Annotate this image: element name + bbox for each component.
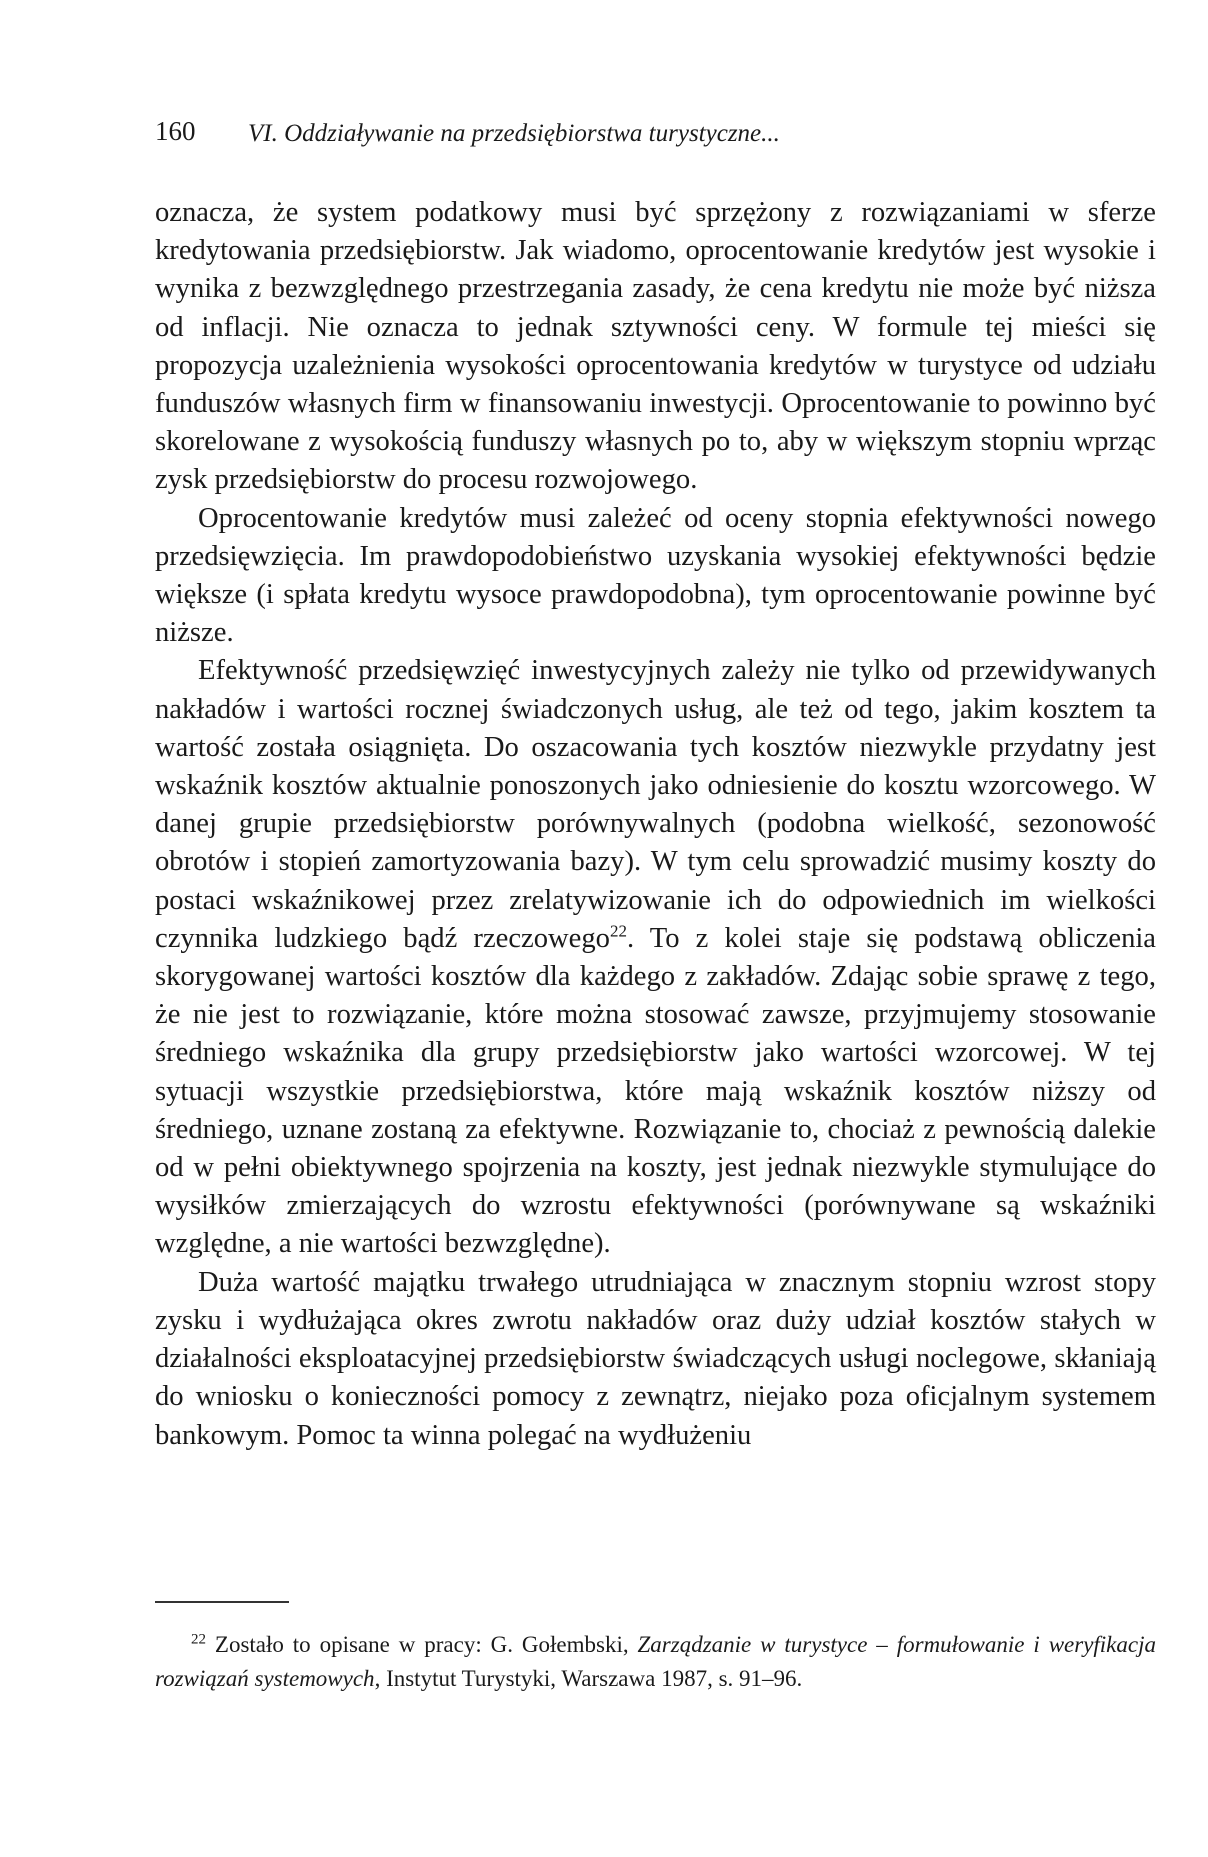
paragraph-3 [155,652,1156,1263]
footnote-number: 22 [191,1631,206,1648]
body-text [155,194,1156,1455]
paragraph-3-text-b: . To z kolei staje się podstawą obliczenia skorygowanej wartości kosztów dla każdego z zakładów. Zdając sobie sprawę z tego, że nie jest to rozwiązanie, które można stosować zawsze, przyjmujemy stosowanie średniego wskaźnika dla grupy przedsiębiorstw jako wartości wzorcowej. W tej sytuacji wszystkie przedsiębiorstwa, które mają wskaźnik kosztów niższy od średniego, uznane zostaną za efektywne. Rozwiązanie to, chociaż z pewnością dalekie od w pełni obiektywnego spojrzenia na koszty, jest jednak niezwykle stymulujące do wysiłków zmierzających do wzrostu efektywności (porównywane są wskaźniki względne, a nie wartości bezwzględne). [155,922,1156,1260]
footnote-text-a: Zostało to opisane w pracy: G. Gołembski, [206,1632,638,1657]
page-header [155,118,1055,158]
footnote-cited-title: Zarządzanie w turystyce – formułowanie i weryfikacja rozwiązań systemowych [155,1632,1156,1691]
paragraph-4: Duża wartość majątku trwałego utrudniająca w znacznym stopniu wzrost stopy zysku i wydłużająca okres zwrotu nakładów oraz duży udział kosztów stałych w działalności eksploatacyjnej przedsiębiorstw świadczących usługi noclegowe, skłaniają do wniosku o konieczności pomocy z zewnątrz, niejako poza oficjalnym systemem bankowym. Pomoc ta winna polegać na wydłużeniu [155,1266,1156,1451]
paragraph-3-text-a: Efektywność przedsięwzięć inwestycyjnych zależy nie tylko od przewidywanych nakładów i wartości rocznej świadczonych usług, ale też od tego, jakim kosztem ta wartość została osiągnięta. Do oszacowania tych kosztów niezwykle przydatny jest wskaźnik kosztów aktualnie ponoszonych jako odniesienie do kosztu wzorcowego. W danej grupie przedsiębiorstw porównywalnych (podobna wielkość, sezonowość obrotów i stopień zamortyzowania bazy). W tym celu sprowadzić musimy koszty do postaci wskaźnikowej przez zrelatywizowanie ich do odpowiednich im wielkości czynnika ludzkiego bądź rzeczowego [155,655,1156,954]
footnote-reference: 22 [609,921,627,941]
footnote-text-b: , Instytut Turystyki, Warszawa 1987, s. 91–96. [374,1666,803,1691]
footnote-divider [155,1601,289,1603]
running-title: VI. Oddziaływanie na przedsiębiorstwa turystyczne... [248,120,780,147]
paragraph-1: oznacza, że system podatkowy musi być sprzężony z rozwiązaniami w sferze kredytowania przedsiębiorstw. Jak wiadomo, oprocentowanie kredytów jest wysokie i wynika z bezwzględnego przestrzegania zasady, że cena kredytu nie może być niższa od inflacji. Nie oznacza to jednak sztywności ceny. W formule tej mieści się propozycja uzależnienia wysokości oprocentowania kredytów w turystyce od udziału funduszów własnych firm w finansowaniu inwestycji. Oprocentowanie to powinno być skorelowane z wysokością funduszy własnych po to, aby w większym stopniu wprząc zysk przedsiębiorstw do procesu rozwojowego. [155,197,1156,496]
paragraph-2: Oprocentowanie kredytów musi zależeć od oceny stopnia efektywności nowego przedsięwzięcia. Im prawdopodobieństwo uzyskania wysokiej efektywności będzie większe (i spłata kredytu wysoce prawdopodobna), tym oprocentowanie powinne być niższe. [155,502,1156,649]
footnote-line [155,1628,1156,1696]
page-number: 160 [155,116,196,146]
footnote [155,1628,1156,1696]
